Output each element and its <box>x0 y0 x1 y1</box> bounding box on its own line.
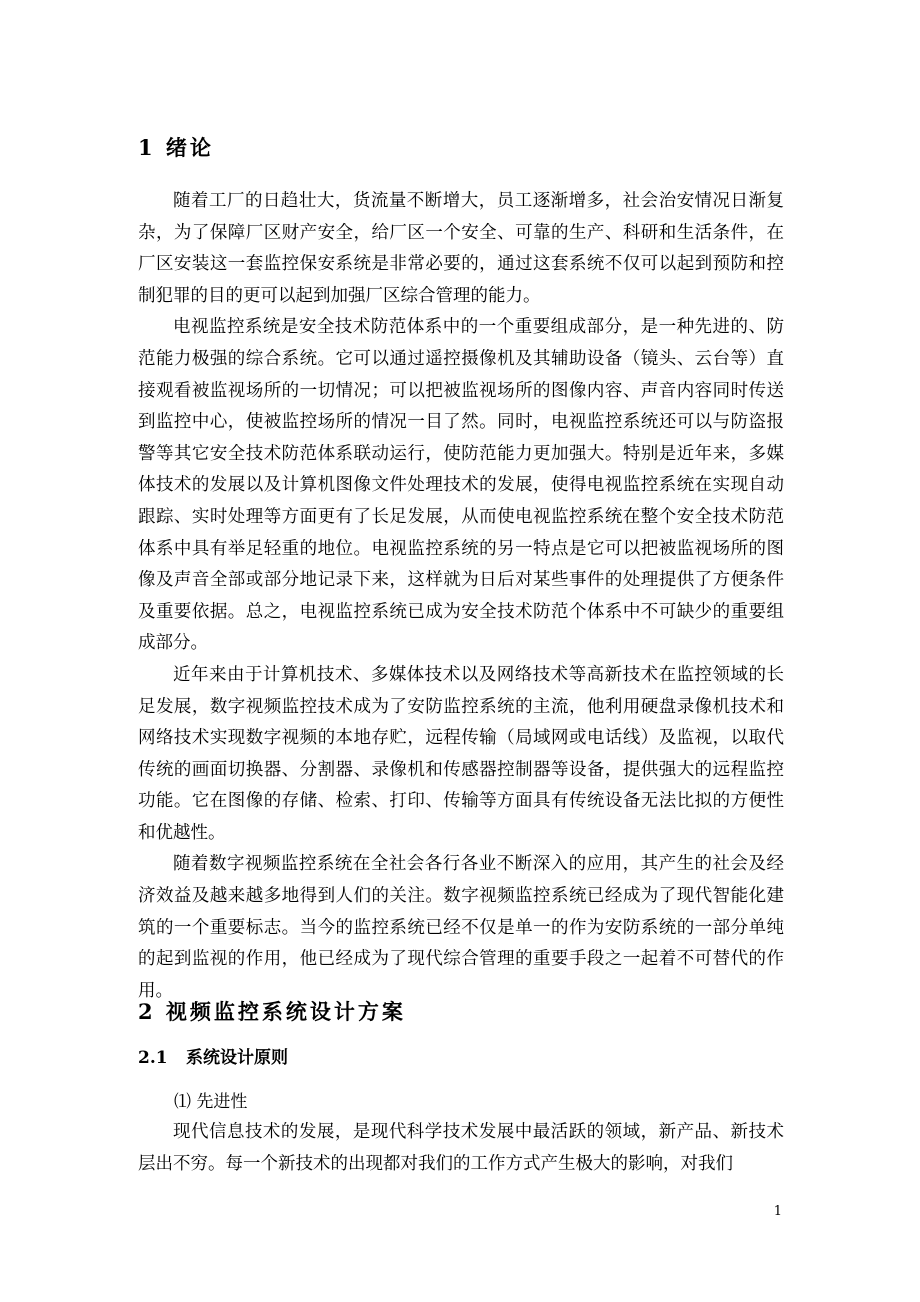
paragraph-1: 随着工厂的日趋壮大，货流量不断增大，员工逐渐增多，社会治安情况日渐复杂，为了保障厂区财产安全，给厂区一个安全、可靠的生产、科研和生活条件，在厂区安装这一套监控保安系统是非常必要的，通过这套系统不仅可以起到预防和控制犯罪的目的更可以起到加强厂区综合管理的能力。 <box>138 191 784 306</box>
paragraph-2: 电视监控系统是安全技术防范体系中的一个重要组成部分，是一种先进的、防范能力极强的综合系统。它可以通过遥控摄像机及其辅助设备（镜头、云台等）直接观看被监视场所的一切情况；可以把被监视场所的图像内容、声音内容同时传送到监控中心，使被监控场所的情况一目了然。同时，电视监控系统还可以与防盗报警等其它安全技术防范体系联动运行，使防范能力更加强大。特别是近年来，多媒体技术的发展以及计算机图像文件处理技术的发展，使得电视监控系统在实现自动跟踪、实时处理等方面更有了长足发展，从而使电视监控系统在整个安全技术防范体系中具有举足轻重的地位。电视监控系统的另一特点是它可以把被监视场所的图像及声音全部或部分地记录下来，这样就为日后对某些事件的处理提供了方便条件及重要依据。总之，电视监控系统已成为安全技术防范个体系中不可缺少的重要组成部分。 <box>138 317 784 654</box>
page-number: 1 <box>773 1204 782 1219</box>
subsection-number: 2.1 <box>138 1048 168 1068</box>
paragraph-5: 现代信息技术的发展，是现代科学技术发展中最活跃的领域，新产品、新技术层出不穷。每一个新技术的出现都对我们的工作方式产生极大的影响，对我们 <box>138 1122 784 1174</box>
list-item-advanced: ⑴ 先进性 <box>174 1092 248 1112</box>
subsection-2-1-heading <box>138 1046 288 1070</box>
section-2-heading: 2 视频监控系统设计方案 <box>138 999 406 1024</box>
section-1-heading: 1 绪论 <box>138 135 214 160</box>
paragraph-3: 近年来由于计算机技术、多媒体技术以及网络技术等高新技术在监控领域的长足发展，数字视频监控技术成为了安防监控系统的主流，他利用硬盘录像机技术和网络技术实现数字视频的本地存贮，远程传输（局域网或电话线）及监视，以取代传统的画面切换器、分割器、录像机和传感器控制器等设备，提供强大的远程监控功能。它在图像的存储、检索、打印、传输等方面具有传统设备无法比拟的方便性和优越性。 <box>138 664 784 843</box>
subsection-title: 系统设计原则 <box>186 1048 288 1068</box>
section-2-body <box>138 1117 784 1180</box>
paragraph-4: 随着数字视频监控系统在全社会各行各业不断深入的应用，其产生的社会及经济效益及越来越多地得到人们的关注。数字视频监控系统已经成为了现代智能化建筑的一个重要标志。当今的监控系统已经不仅是单一的作为安防系统的一部分单纯的起到监视的作用，他已经成为了现代综合管理的重要手段之一起着不可替代的作用。 <box>138 854 784 1001</box>
section-1-body <box>138 186 784 1007</box>
